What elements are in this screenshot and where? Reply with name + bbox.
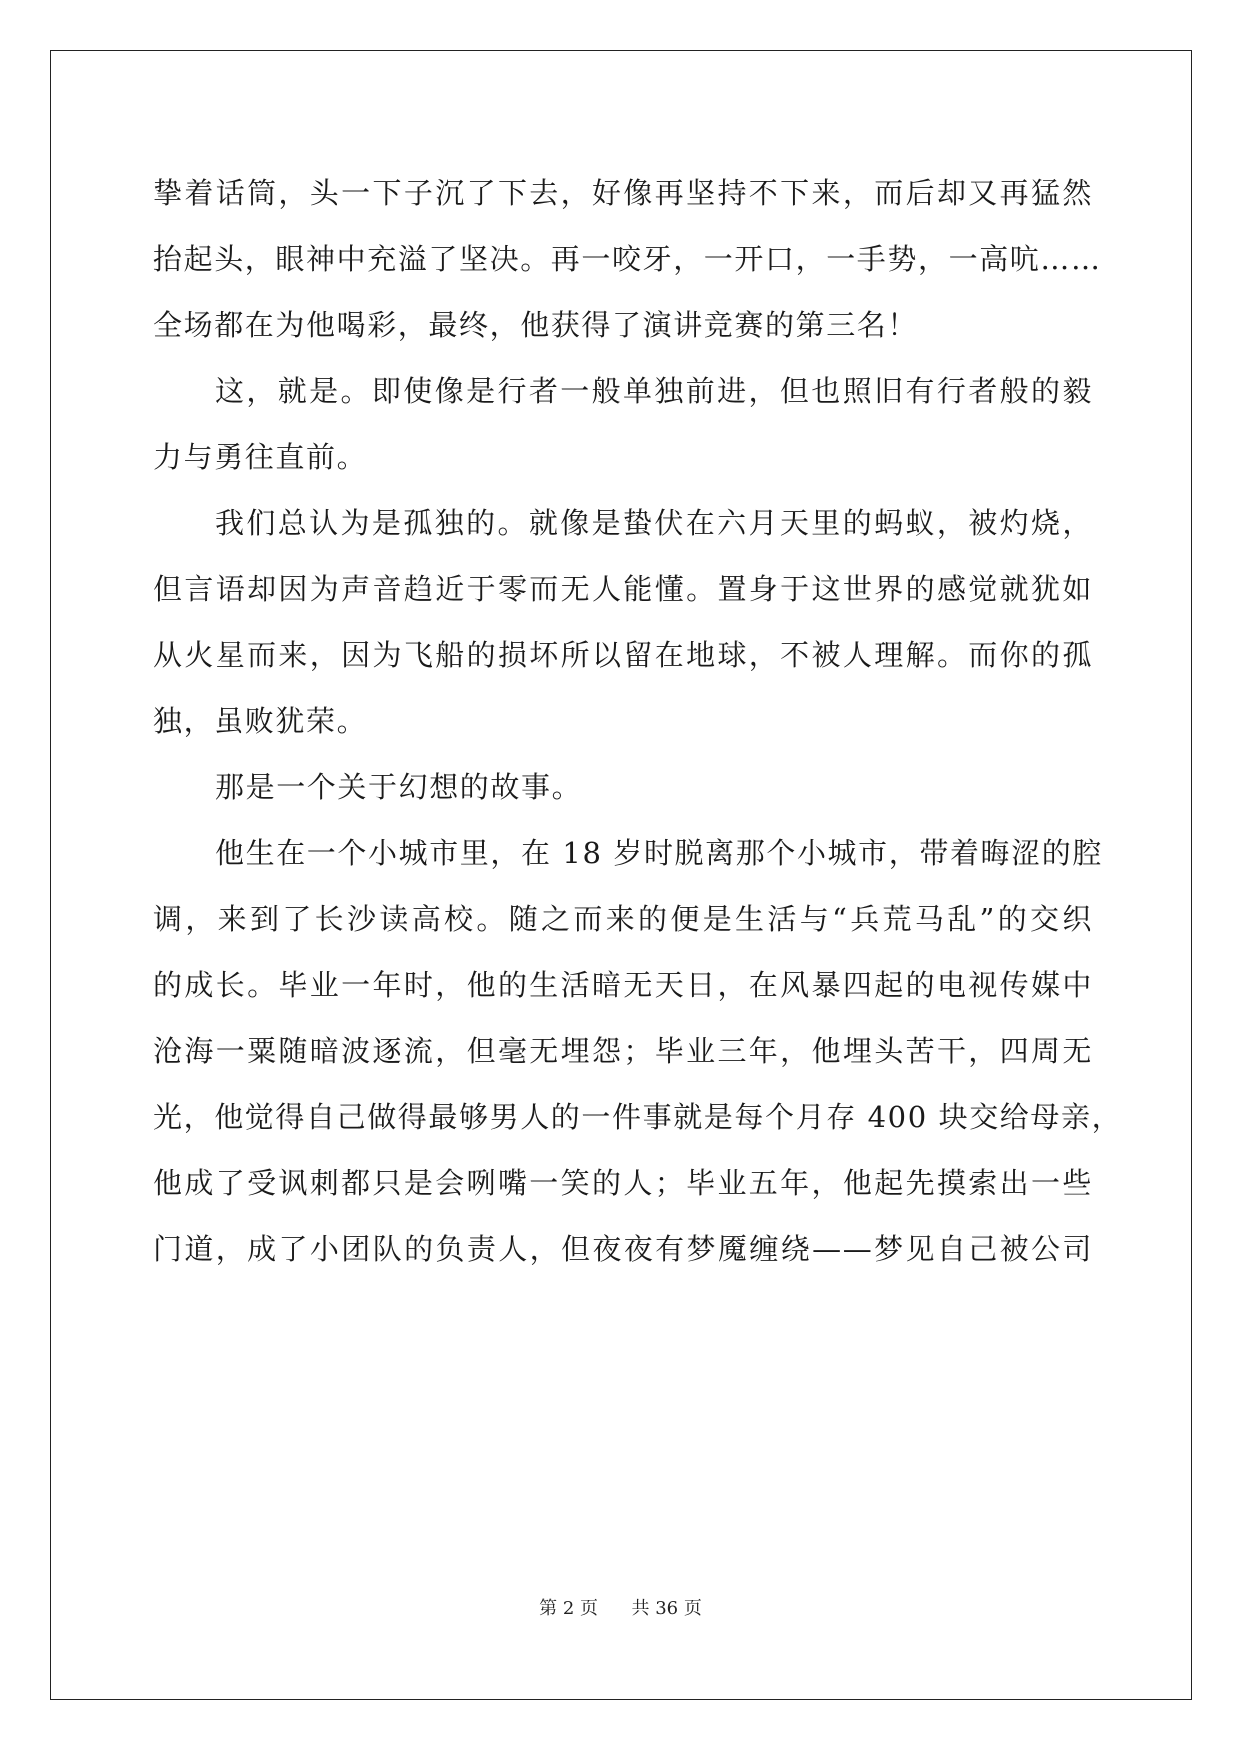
text-line (153, 952, 1093, 1018)
text-line (153, 292, 1093, 358)
text-line-content: 全场都在为他喝彩，最终，他获得了演讲竞赛的第三名！ (153, 308, 919, 342)
text-line-content: 独，虽败犹荣。 (153, 704, 368, 738)
text-line (153, 688, 1093, 754)
text-line (153, 1084, 1123, 1150)
text-line-content: 但言语却因为声音趋近于零而无人能懂。置身于这世界的感觉就犹如 (153, 572, 1093, 606)
text-line-content: 从火星而来，因为飞船的损坏所以留在地球，不被人理解。而你的孤 (153, 638, 1093, 672)
text-line-content: 的成长。毕业一年时，他的生活暗无天日，在风暴四起的电视传媒中 (153, 968, 1093, 1002)
text-line (153, 886, 1093, 952)
text-line-content: 调，来到了长沙读高校。随之而来的便是生活与“兵荒马乱”的交织 (153, 902, 1093, 936)
page-footer (0, 1594, 1241, 1620)
text-line-content: 抬起头，眼神中充溢了坚决。再一咬牙，一开口，一手势，一高吭…… (153, 242, 1102, 276)
text-line-content: 他生在一个小城市里，在 18 岁时脱离那个小城市，带着晦涩的腔 (215, 836, 1103, 870)
text-line-content: 他成了受讽刺都只是会咧嘴一笑的人；毕业五年，他起先摸索出一些 (153, 1166, 1093, 1200)
text-line-content: 沧海一粟随暗波逐流，但毫无埋怨；毕业三年，他埋头苦干，四周无 (153, 1034, 1093, 1068)
text-line (153, 556, 1093, 622)
text-line (153, 424, 1093, 490)
text-line-content: 挚着话筒，头一下子沉了下去，好像再坚持不下来，而后却又再猛然 (153, 176, 1093, 210)
text-line (153, 358, 1093, 424)
text-line-content: 我们总认为是孤独的。就像是蛰伏在六月天里的蚂蚁，被灼烧， (215, 506, 1093, 540)
page-number-current: 第 2 页 (539, 1598, 599, 1619)
text-line (153, 754, 1093, 820)
text-line-content: 门道，成了小团队的负责人，但夜夜有梦魇缠绕——梦见自己被公司 (153, 1232, 1093, 1266)
text-line-content: 这，就是。即使像是行者一般单独前进，但也照旧有行者般的毅 (215, 374, 1093, 408)
document-body (153, 160, 1123, 1282)
text-line-content: 光，他觉得自己做得最够男人的一件事就是每个月存 400 块交给母亲， (153, 1100, 1123, 1134)
page-number-total: 共 36 页 (631, 1598, 702, 1619)
text-line-content: 那是一个关于幻想的故事。 (215, 770, 583, 804)
text-line (153, 160, 1093, 226)
text-line (153, 622, 1093, 688)
text-line (153, 1018, 1093, 1084)
text-line (153, 490, 1093, 556)
text-line (153, 820, 1103, 886)
text-line (153, 1150, 1093, 1216)
text-line (153, 1216, 1093, 1282)
text-line (153, 226, 1102, 292)
text-line-content: 力与勇往直前。 (153, 440, 368, 474)
